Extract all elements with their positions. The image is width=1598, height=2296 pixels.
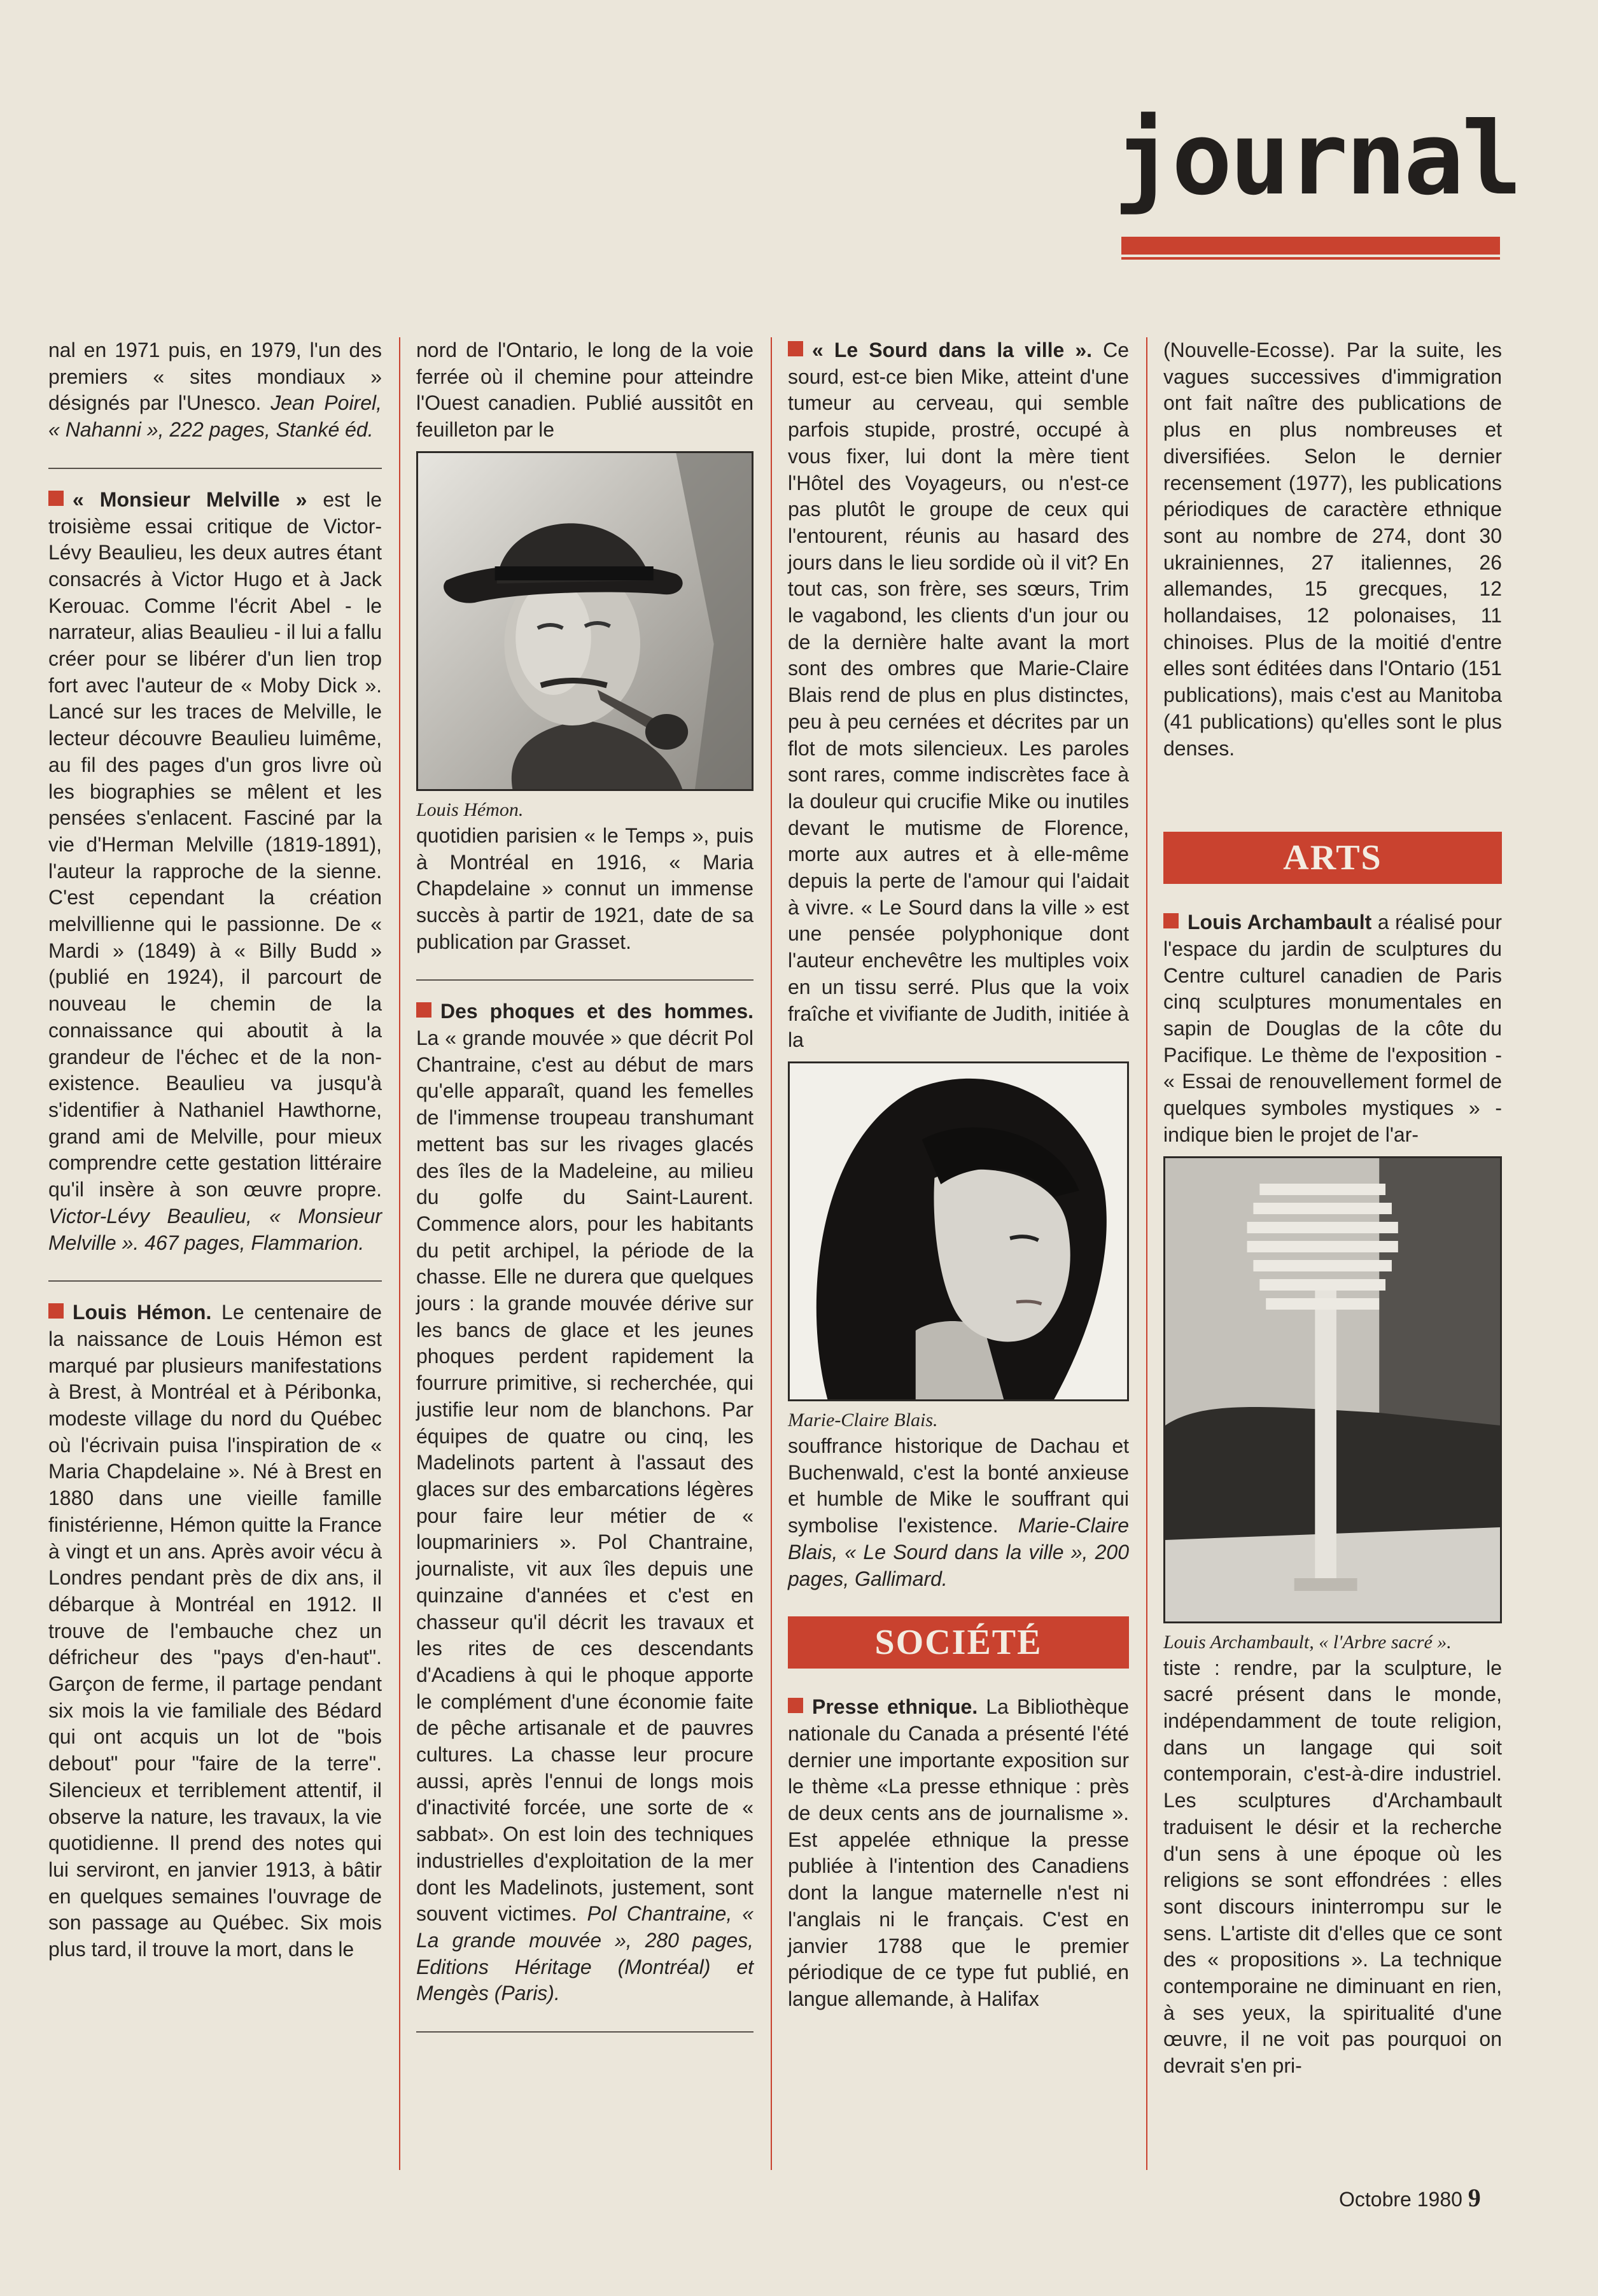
intro-reference: Jean Poirel, « Nahanni », 222 pages, Stanké éd. [48,391,382,442]
section-header-arts: ARTS [1163,832,1502,884]
marie-claire-blais-photo [788,1061,1129,1401]
hemon-photo-caption: Louis Hémon. [416,799,524,820]
arbre-sacre-photo [1163,1156,1502,1623]
column-1 [48,337,382,1963]
page-footer [1339,2185,1481,2212]
article-separator [416,2031,753,2033]
hemon-heading: Louis Hémon. [73,1301,212,1324]
presse-text: La Bibliothèque nationale du Canada a présenté l'été dernier une importante exposition sur le thème «La presse ethnique : près de deux cents ans de journalisme ». Est appelée ethnique la presse publiée à l'intention des Canadiens dont la langue maternelle n'est ni l'anglais ni le français. C'est en janvier 1788 que le premier périodique de ce type fut publié, en langue allemande, à Halifax [788,1695,1130,2010]
bullet-square-icon [416,1002,431,1018]
masthead-bar [1121,237,1500,255]
archambault-article [1163,909,1502,1148]
melville-article [48,487,382,1256]
bullet-square-icon [788,1698,803,1713]
article-separator [416,979,753,981]
hemon-continued-2: quotidien parisien « le Temps », puis à Montréal en 1916, « Maria Chapdelaine » connut un immense succès à partir de 1921, date de sa publication par Grasset. [416,823,753,953]
archambault-continued: tiste : rendre, par la sculpture, le sacré présent dans le monde, indépendamment de toute religion, dans un langage qui soit contemporain, c'est-à-dire industriel. Les sculptures d'Archambault traduisent le désir et la recherche d'un sens à une époque où les religions se sont effondrées : elles sont discours ininterrompu sur le sens. L'artiste dit d'elles que ce sont des « propositions ». La technique contemporaine ne diminuant en rien, à ses yeux, la spiritualité d'une œuvre, il ne voit pas pourquoi on devrait s'en pri- [1163,1656,1502,2078]
article-separator [48,1280,382,1282]
article-separator [48,468,382,469]
page-number: 9 [1468,2183,1481,2212]
louis-hemon-photo [416,451,753,791]
presse-article [788,1694,1129,2012]
masthead-title: journal [1114,101,1520,218]
bullet-square-icon [48,491,64,506]
phoques-text: La « grande mouvée » que décrit Pol Chantraine, c'est au début de mars qu'elle apparaît, quand les femelles de l'immense troupeau transhumant mettent bas sur les rivages glacés des îles de la Madeleine, au milieu du golfe du Saint-Laurent. Commence alors, pour les habitants du petit archipel, la période de la chasse. Elle ne durera que quelques jours : la grande mouvée dérive sur les bancs de glace et les jeunes phoques perdent rapidement la fourrure primitive, si recherchée, qui justifie leur nom de blanchons. Par équipes de quatre ou cinq, les Madelinots partent à l'assaut des glaces sur des embarcations légères pour faire leur métier de « loupmariniers ». Pol Chantraine, journaliste, vit aux îles depuis une quinzaine d'années et c'est en chasseur qu'il décrit les travaux et les rites de ces descendants d'Acadiens à qui le phoque apporte le complément d'une économie faite de pêche artisanale et de pauvres cultures. La chasse leur procure aussi, après l'ennui de longs mois d'inactivité forcée, une sorte de « sabbat». On est loin des techniques industrielles d'exploitation de la mer dont les Madelinots, justement, sont souvent victimes. [416,1026,753,1926]
column-2 [416,337,753,2050]
archambault-text: a réalisé pour l'espace du jardin de sculptures du Centre culturel canadien de Paris cinq sculptures monumentales en sapin de Douglas de la côte du Pacifique. Le thème de l'exposition - « Essai de renouvellement formel de quelques symboles mystiques » - indique bien le projet de l'ar- [1163,911,1503,1146]
archambault-photo-caption: Louis Archambault, « l'Arbre sacré ». [1163,1631,1452,1653]
column-4 [1163,337,1502,2080]
issue-date: Octobre 1980 [1339,2188,1462,2211]
presse-heading: Presse ethnique. [812,1695,978,1719]
phoques-heading: Des phoques et des hommes. [440,1000,753,1023]
bullet-square-icon [788,341,803,356]
archambault-heading: Louis Archambault [1188,911,1372,934]
column-divider [399,337,400,2170]
sourd-heading: « Le Sourd dans la ville ». [812,339,1093,361]
bullet-square-icon [48,1303,64,1319]
hemon-text: Le centenaire de la naissance de Louis Hémon est marqué par plusieurs manifestations à Brest, à Montréal et à Péribonka, modeste village du nord du Québec où l'écrivain puisa l'inspiration de « Maria Chapdelaine ». Né à Brest en 1880 dans une vieille famille finistérienne, Hémon quitte la France à vingt et un ans. Après avoir vécu à Londres pendant près de dix ans, il débarque à Montréal en 1912. Il trouve de l'embauche chez un défricheur des "pays d'en-haut". Garçon de ferme, il partage pendant six mois la vie familiale des Bédard qui ont acquis un lot de "bois debout" pour "faire de la terre". Silencieux et terriblement attentif, il observe la nature, les travaux, la vie quotidienne. Il prend des notes qui lui serviront, en janvier 1913, à bâtir en quelques semaines l'ouvrage de son passage au Québec. Six mois plus tard, il trouve la mort, dans le [48,1301,382,1961]
sourd-continued-text: souffrance historique de Dachau et Buchenwald, c'est la bonté anxieuse et humble de Mike le souffrant qui symbolise l'existence. [788,1434,1129,1537]
bullet-square-icon [1163,913,1179,928]
phoques-article [416,998,753,2007]
melville-reference: Victor-Lévy Beaulieu, « Monsieur Melville ». 467 pages, Flammarion. [48,1204,382,1254]
column-divider [771,337,772,2170]
masthead-rule [1121,257,1500,260]
melville-text: est le troisième essai critique de Victor-Lévy Beaulieu, les deux autres étant consacrés à Victor Hugo et à Jack Kerouac. Comme l'écrit Abel - le narrateur, alias Beaulieu - il lui a fallu créer pour se libérer d'un lien trop fort avec l'auteur de « Moby Dick ». Lancé sur les traces de Melville, le lecteur découvre Beaulieu luimême, au fil des pages d'un gros livre où les biographies se mêlent et les pensées s'enlacent. Fasciné par la vie d'Herman Melville (1819-1891), l'auteur la rapproche de la sienne. C'est cependant la création melvillienne qui le passionne. De « Mardi » (1849) à « Billy Budd » (publié en 1924), il parcourt de nouveau le chemin de la connaissance qui aboutit à la grandeur de l'échec et de la non-existence. Beaulieu va jusqu'à s'identifier à Nathaniel Hawthorne, grand ami de Melville, pour mieux comprendre cette gestation littéraire qu'il insère à son œuvre propre. [48,487,382,1201]
hemon-continued: nord de l'Ontario, le long de la voie ferrée où il chemine pour atteindre l'Ouest canadien. Publié aussitôt en feuilleton par le [416,339,753,442]
column-3 [788,337,1129,2013]
blais-photo-caption: Marie-Claire Blais. [788,1409,938,1431]
intro-article [48,337,382,444]
sourd-article [788,337,1129,1054]
sourd-reference: Marie-Claire Blais, « Le Sourd dans la ville », 200 pages, Gallimard. [788,1514,1129,1590]
intro-text: nal en 1971 puis, en 1979, l'un des premiers « sites mondiaux » désignés par l'Unesco. [48,339,382,415]
section-header-societe: SOCIÉTÉ [788,1616,1129,1669]
sourd-text: Ce sourd, est-ce bien Mike, atteint d'une tumeur au cerveau, qui semble parfois stupide, prostré, occupé à vous fixer, lui dont la mère tient l'Hôtel des Voyageurs, ou n'est-ce pas plutôt le groupe de ceux qui l'entourent, réunis au hasard des jours dans le lieu sordide où il vit? En tout cas, son frère, ses sœurs, Trim le vagabond, les clients d'un jour ou de la dernière halte avant la mort sont des ombres que Marie-Claire Blais rend de plus en plus distinctes, peu à peu cernées et décrites par un flot de mots silencieux. Les paroles sont rares, comme indiscrètes face à la douleur qui crucifie Mike ou inutiles devant le mutisme de Florence, morte aux autres et à elle-même depuis la perte de l'amour qui l'aidait à vivre. « Le Sourd dans la ville » est une pensée polyphonique dont l'auteur enchevêtre les multiples voix en un tissu serré. Plus que la voix fraîche et vivifiante de Judith, initiée à la [788,339,1130,1052]
hemon-article [48,1299,382,1963]
sourd-continued [788,1433,1129,1592]
melville-heading: « Monsieur Melville » [73,487,307,511]
column-divider [1146,337,1147,2170]
presse-continued: (Nouvelle-Ecosse). Par la suite, les vagues successives d'immigration ont fait naître des publications de plus en plus nombreuses et diversifiées. Selon le dernier recensement (1977), les publications périodiques de caractère ethnique sont au nombre de 274, dont 30 ukrainiennes, 27 italiennes, 26 allemandes, 15 grecques, 12 hollandaises, 12 polonaises, 11 chinoises. Plus de la moitié d'entre elles sont éditées dans l'Ontario (151 publications), mais c'est au Manitoba (41 publications) qu'elles sont le plus denses. [1163,339,1502,760]
phoques-reference: Pol Chantraine, « La grande mouvée », 280 pages, Editions Héritage (Montréal) et Mengès (Paris). [416,1902,754,2005]
